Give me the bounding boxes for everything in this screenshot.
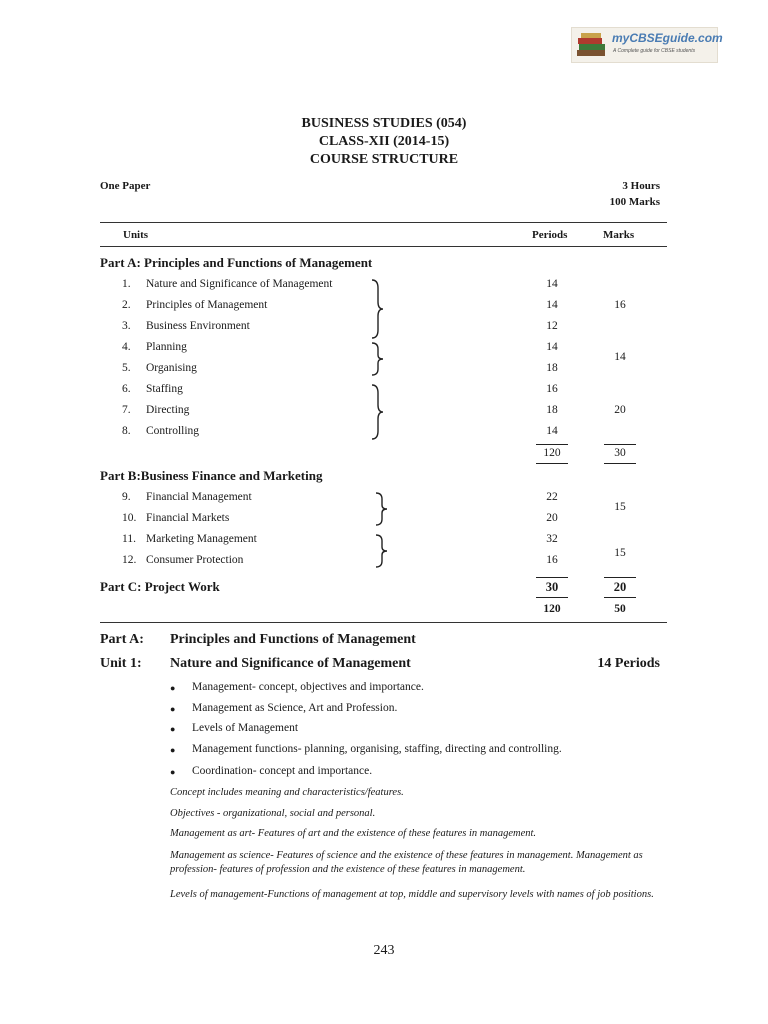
logo-brand: myCBSEguide.com [612,31,723,45]
unit-label: Marketing Management [146,533,257,545]
brace-icon [368,278,388,340]
bullet-icon: ● [170,724,176,734]
unit-periods: 32 [546,533,558,545]
grand-total-marks: 50 [614,603,626,615]
detail-unit-periods: 14 Periods [597,656,660,671]
unit-label: Principles of Management [146,299,268,311]
unit-label: Organising [146,362,197,374]
unit-periods: 18 [546,362,558,374]
brace-icon [368,383,388,441]
bullet-item: Coordination- concept and importance. [192,765,373,777]
unit-periods: 14 [546,425,558,437]
unit-periods: 16 [546,554,558,566]
course-structure-title: COURSE STRUCTURE [309,152,459,167]
note-text: Management as art- Features of art and the existence of these features in management. [170,828,537,839]
marks-label: 100 Marks [609,196,660,208]
part-a-title: Part A: Principles and Functions of Management [100,255,373,270]
marks-value: 14 [614,351,626,363]
column-units: Units [123,229,149,241]
unit-periods: 12 [546,320,558,332]
bullet-icon: ● [170,767,176,777]
detail-part-title: Principles and Functions of Management [170,632,416,647]
unit-number: 1. [122,278,131,290]
brace-icon [372,491,392,527]
marks-value: 15 [614,501,626,513]
unit-periods: 20 [546,512,558,524]
unit-number: 12. [122,554,137,566]
total-rule [604,463,636,464]
books-icon [575,32,609,58]
unit-number: 2. [122,299,131,311]
mycbseguide-logo [571,27,723,63]
marks-value: 20 [614,404,626,416]
marks-value: 16 [614,299,626,311]
unit-number: 8. [122,425,131,437]
part-b-title: Part B:Business Finance and Marketing [100,468,323,483]
unit-label: Planning [146,341,187,353]
part-c-periods: 30 [545,580,559,594]
bullet-item: Management as Science, Art and Profession. [192,702,398,714]
one-paper-label: One Paper [100,180,151,192]
total-rule [536,463,568,464]
note-text: Concept includes meaning and characteristics/features. [170,787,404,798]
unit-number: 6. [122,383,131,395]
part-a-total-periods: 120 [543,447,561,459]
total-rule [536,444,568,445]
total-rule [604,597,636,598]
unit-label: Financial Management [146,491,252,503]
total-rule [604,577,636,578]
table-header-rule [100,246,667,247]
unit-label: Directing [146,404,190,416]
part-c-marks: 20 [613,580,627,594]
logo-tagline: A Complete guide for CBSE students [613,48,696,54]
unit-label: Financial Markets [146,512,230,524]
note-text: Management as science- Features of science and the existence of these features in management. Management as profession- features of profession and the existence of these features in management. [170,850,643,875]
column-marks: Marks [603,229,635,241]
unit-label: Controlling [146,425,200,437]
subject-title: BUSINESS STUDIES (054) [301,116,467,131]
bullet-item: Management functions- planning, organising, staffing, directing and controlling. [192,743,562,755]
bullet-icon: ● [170,704,176,714]
unit-number: 10. [122,512,137,524]
brace-icon [372,533,392,569]
bullet-icon: ● [170,745,176,755]
unit-periods: 22 [546,491,558,503]
total-rule [604,444,636,445]
unit-label: Nature and Significance of Management [146,278,333,290]
hours-label: 3 Hours [622,180,660,192]
unit-label: Business Environment [146,320,250,332]
part-c-title: Part C: Project Work [100,579,220,594]
marks-value: 15 [614,547,626,559]
class-title: CLASS-XII (2014-15) [318,134,450,149]
detail-unit-title: Nature and Significance of Management [170,656,411,671]
note-text: Objectives - organizational, social and personal. [170,808,376,819]
unit-number: 9. [122,491,131,503]
table-top-rule [100,222,667,223]
unit-periods: 14 [546,341,558,353]
unit-periods: 14 [546,278,558,290]
total-rule [536,577,568,578]
unit-periods: 18 [546,404,558,416]
table-bottom-rule [100,622,667,623]
unit-periods: 14 [546,299,558,311]
unit-number: 3. [122,320,131,332]
unit-number: 11. [122,533,136,545]
detail-unit-label: Unit 1: [100,656,142,671]
brace-icon [368,341,388,377]
column-periods: Periods [532,229,568,241]
grand-total-periods: 120 [543,603,561,615]
bullet-item: Management- concept, objectives and importance. [192,681,424,693]
unit-label: Staffing [146,383,183,395]
page-number: 243 [373,943,395,958]
total-rule [536,597,568,598]
note-text: Levels of management-Functions of management at top, middle and supervisory levels with names of job positions. [170,889,654,900]
unit-number: 7. [122,404,131,416]
bullet-item: Levels of Management [192,722,299,734]
detail-part-label: Part A: [100,632,144,647]
unit-number: 4. [122,341,131,353]
unit-periods: 16 [546,383,558,395]
unit-number: 5. [122,362,131,374]
unit-label: Consumer Protection [146,554,244,566]
part-a-total-marks: 30 [614,447,626,459]
bullet-icon: ● [170,683,176,693]
